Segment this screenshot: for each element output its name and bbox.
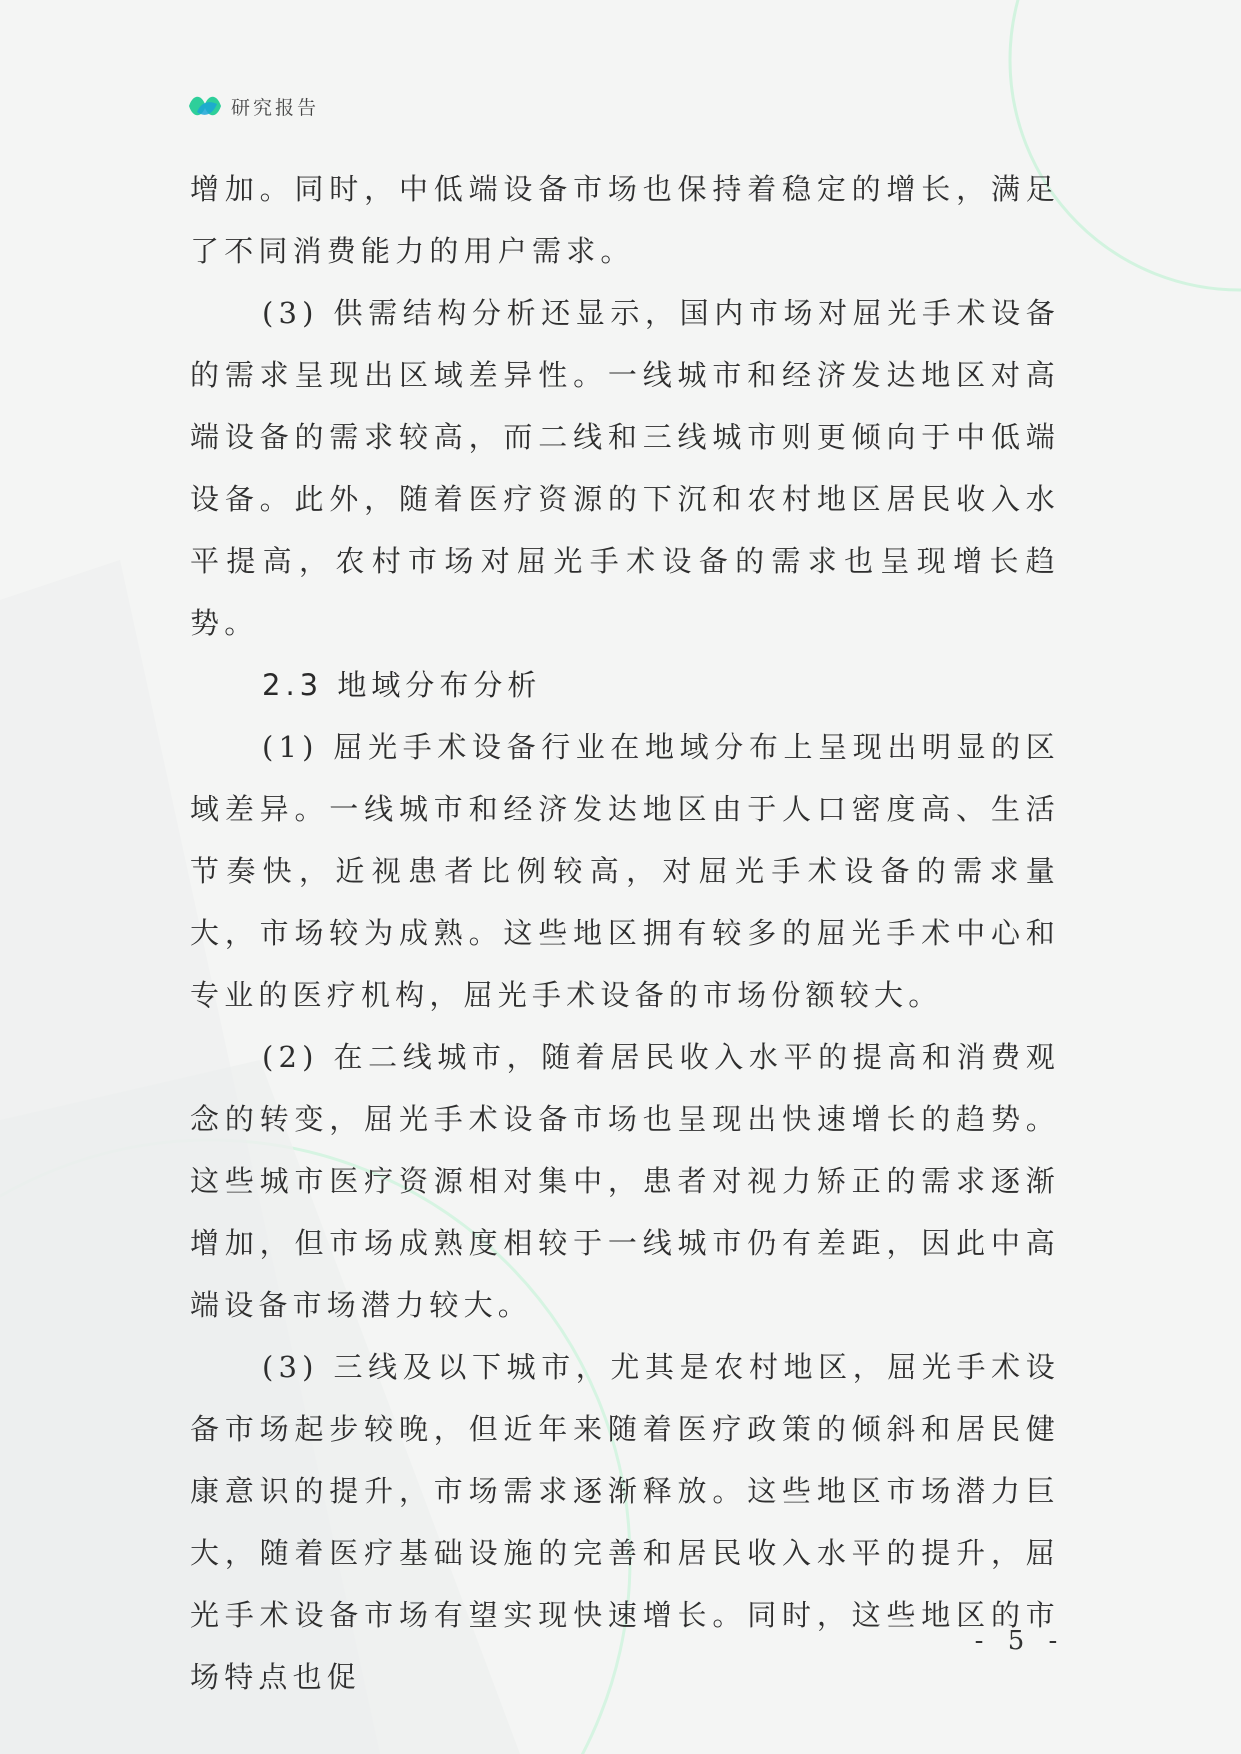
paragraph-regional-1: (1) 屈光手术设备行业在地域分布上呈现出明显的区域差异。一线城市和经济发达地区由于人口密度高、生活节奏快，近视患者比例较高，对屈光手术设备的需求量大，市场较为成熟。这些地区拥有较多的屈光手术中心和专业的医疗机构，屈光手术设备的市场份额较大。 [190, 730, 1060, 1012]
section-heading-2-3: 2.3 地域分布分析 [262, 668, 542, 702]
paragraph-regional-2: (2) 在二线城市，随着居民收入水平的提高和消费观念的转变，屈光手术设备市场也呈现出快速增长的趋势。这些城市医疗资源相对集中，患者对视力矫正的需求逐渐增加，但市场成熟度相较于一线城市仍有差距，因此中高端设备市场潜力较大。 [190, 1040, 1060, 1322]
header-title: 研究报告 [231, 96, 320, 119]
report-header [187, 86, 319, 126]
document-body [190, 158, 1060, 1708]
paragraph-regional-3: (3) 三线及以下城市，尤其是农村地区，屈光手术设备市场起步较晚，但近年来随着医疗政策的倾斜和居民健康意识的提升，市场需求逐渐释放。这些地区市场潜力巨大，随着医疗基础设施的完善和居民收入水平的提升，屈光手术设备市场有望实现快速增长。同时，这些地区的市场特点也促 [190, 1350, 1060, 1694]
brand-logo-icon [187, 90, 223, 122]
paragraph-supply-demand-3: (3) 供需结构分析还显示，国内市场对屈光手术设备的需求呈现出区域差异性。一线城市和经济发达地区对高端设备的需求较高，而二线和三线城市则更倾向于中低端设备。此外，随着医疗资源的下沉和农村地区居民收入水平提高，农村市场对屈光手术设备的需求也呈现增长趋势。 [190, 296, 1060, 640]
paragraph-continuation: 增加。同时，中低端设备市场也保持着稳定的增长，满足了不同消费能力的用户需求。 [190, 172, 1060, 268]
page-number: - 5 - [974, 1626, 1066, 1656]
